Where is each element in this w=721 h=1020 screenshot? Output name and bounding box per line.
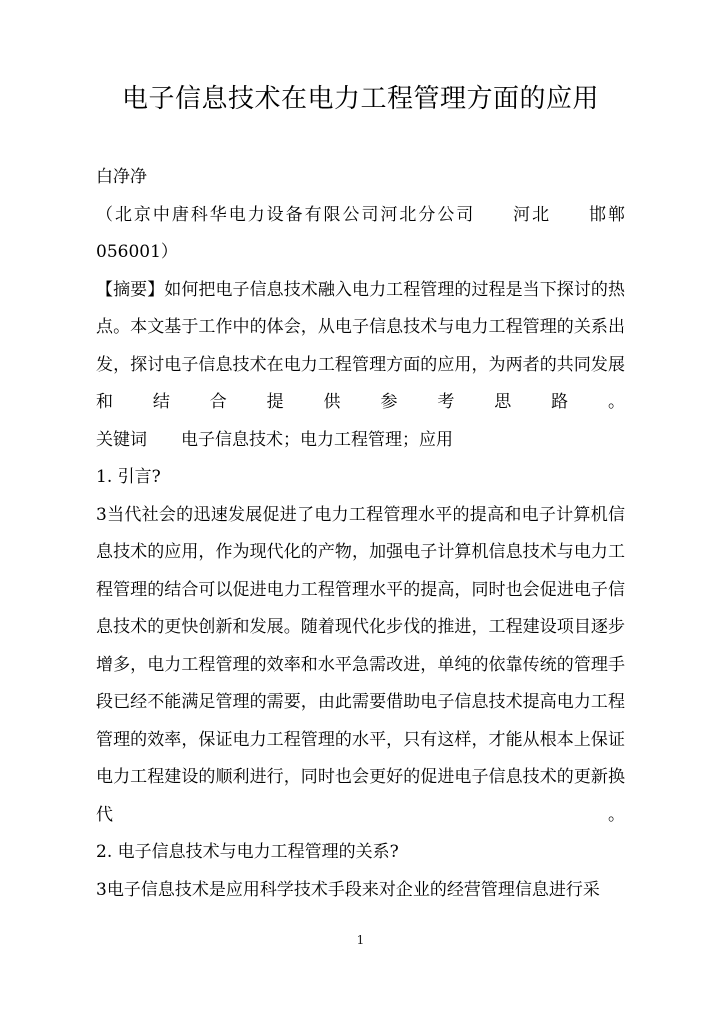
section-body-1: 3当代社会的迅速发展促进了电力工程管理水平的提高和电子计算机信息技术的应用，作为现代化的产物，加强电子计算机信息技术与电力工程管理的结合可以促进电力工程管理水平的提高，同时也会促进电子信息技术的更快创新和发展。随着现代化步伐的推进，工程建设项目逐步增多，电力工程管理的效率和水平急需改进，单纯的依靠传统的管理手段已经不能满足管理的需要，由此需要借助电子信息技术提高电力工程管理的效率，保证电力工程管理的水平，只有这样，才能从根本上保证电力工程建设的顺利进行，同时也会更好的促进电子信息技术的更新换代。 [96, 504, 625, 825]
author-name: 白净净 [96, 167, 147, 187]
page-number: 1 [356, 933, 365, 947]
page-title: 电子信息技术在电力工程管理方面的应用 [121, 84, 599, 114]
author-affiliation: （北京中唐科华电力设备有限公司河北分公司 河北 邯郸056001） [96, 204, 625, 262]
section-heading-1: 1. 引言? [96, 467, 161, 487]
abstract-paragraph: 【摘要】如何把电子信息技术融入电力工程管理的过程是当下探讨的热点。本文基于工作中的体会，从电子信息技术与电力工程管理的关系出发，探讨电子信息技术在电力工程管理方面的应用，为两者的共同发展和结合提供参考思路。 [96, 279, 625, 412]
section-heading-2: 2. 电子信息技术与电力工程管理的关系? [96, 842, 399, 862]
page-content [96, 0, 625, 909]
section-body-2: 3电子信息技术是应用科学技术手段来对企业的经营管理信息进行采 [96, 879, 600, 900]
keywords-line: 关键词 电子信息技术；电力工程管理；应用 [96, 429, 453, 450]
